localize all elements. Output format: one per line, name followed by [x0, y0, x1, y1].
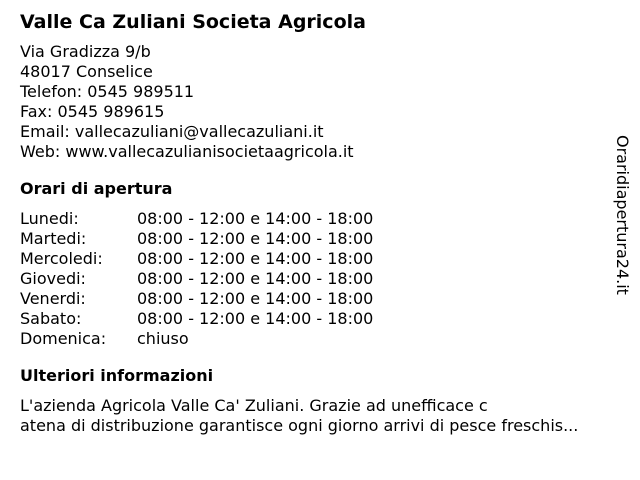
- day-label: Sabato:: [20, 309, 82, 328]
- day-label: Giovedi:: [20, 269, 86, 288]
- listing-page: [20, 10, 620, 436]
- address-city: 48017 Conselice: [20, 62, 153, 81]
- day-label: Martedi:: [20, 229, 87, 248]
- hours-row-sabato: [20, 309, 620, 329]
- hours-row-lunedi: [20, 209, 620, 229]
- hours-row-giovedi: [20, 269, 620, 289]
- contact-block: [20, 42, 620, 162]
- email-line: Email: vallecazuliani@vallecazuliani.it: [20, 122, 324, 141]
- more-info-line: L'azienda Agricola Valle Ca' Zuliani. Grazie ad unefficace c: [20, 396, 488, 415]
- hours-value: 08:00 - 12:00 e 14:00 - 18:00: [137, 249, 374, 268]
- hours-value: 08:00 - 12:00 e 14:00 - 18:00: [137, 289, 374, 308]
- hours-value: 08:00 - 12:00 e 14:00 - 18:00: [137, 209, 374, 228]
- hours-value: 08:00 - 12:00 e 14:00 - 18:00: [137, 269, 374, 288]
- more-info-heading: Ulteriori informazioni: [20, 366, 214, 385]
- hours-row-martedi: [20, 229, 620, 249]
- hours-value: 08:00 - 12:00 e 14:00 - 18:00: [137, 229, 374, 248]
- hours-row-venerdi: [20, 289, 620, 309]
- address-street: Via Gradizza 9/b: [20, 42, 151, 61]
- hours-value: 08:00 - 12:00 e 14:00 - 18:00: [137, 309, 374, 328]
- side-brand-watermark: [612, 135, 632, 310]
- fax-line: Fax: 0545 989615: [20, 102, 165, 121]
- day-label: Domenica:: [20, 329, 107, 348]
- hours-row-domenica: [20, 329, 620, 349]
- opening-hours-table: [20, 209, 620, 349]
- web-line: Web: www.vallecazulianisocietaagricola.it: [20, 142, 354, 161]
- phone-line: Telefon: 0545 989511: [20, 82, 195, 101]
- side-brand-text: Oraridiapertura24.it: [613, 135, 632, 295]
- day-label: Venerdi:: [20, 289, 86, 308]
- more-info-text: [20, 396, 620, 436]
- hours-row-mercoledi: [20, 249, 620, 269]
- company-name: Valle Ca Zuliani Societa Agricola: [20, 11, 366, 33]
- hours-value: chiuso: [137, 329, 189, 348]
- opening-hours-heading: Orari di apertura: [20, 179, 173, 198]
- day-label: Mercoledi:: [20, 249, 103, 268]
- day-label: Lunedi:: [20, 209, 79, 228]
- more-info-line: atena di distribuzione garantisce ogni giorno arrivi di pesce freschis...: [20, 416, 579, 435]
